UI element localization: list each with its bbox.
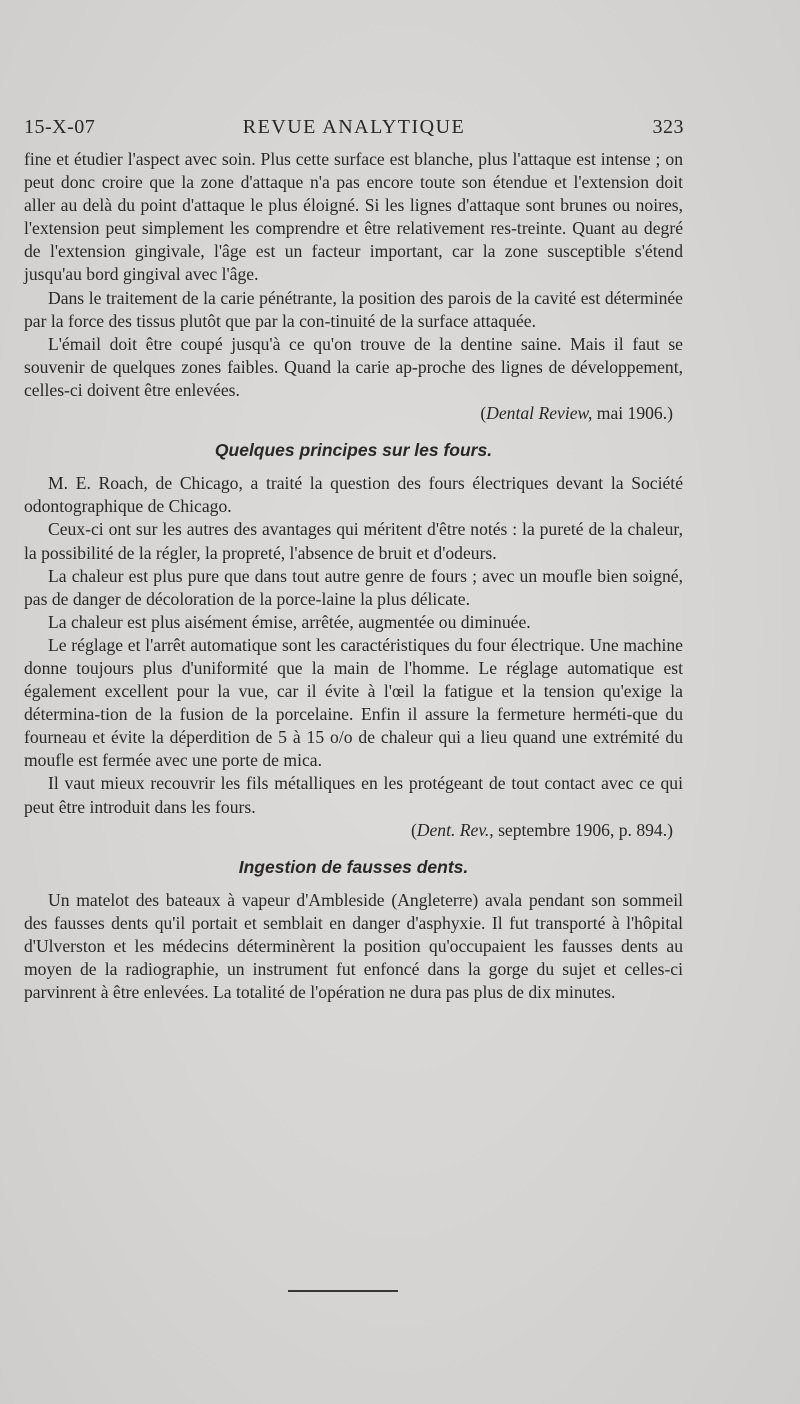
paragraph: La chaleur est plus aisément émise, arrêtée, augmentée ou diminuée.	[48, 611, 531, 632]
paragraph: M. E. Roach, de Chicago, a traité la question des fours électriques devant la Société odontographique de Chicago.	[24, 473, 683, 517]
paragraph: La chaleur est plus pure que dans tout autre genre de fours ; avec un moufle bien soigné, pas de danger de décoloration de la porce-laine la plus délicate.	[24, 565, 683, 609]
page-number: 323	[652, 116, 684, 138]
citation-source: Dental Review,	[486, 403, 593, 424]
citation: (Dental Review, mai 1906.)	[480, 403, 673, 424]
section-title: Ingestion de fausses dents.	[238, 856, 469, 877]
header-date: 15-X-07	[24, 116, 96, 138]
section-title: Quelques principes sur les fours.	[214, 440, 493, 461]
paragraph: Le réglage et l'arrêt automatique sont les caractéristiques du four électrique. Une machine donne toujours plus d'uniformité que la main de l'homme. Le réglage automatique est également excellent pour la vue, car il évite à l'œil la fatigue et la tension qu'exige la détermina-tion de la fusion de la porcelaine. Enfin il assure la fermeture herméti-que du fourneau et évite la déperdition de 5 à 15 o/o de chaleur qui a lieu quand une extrémité du moufle est fermée avec une porte de mica.	[24, 634, 683, 771]
citation-date: septembre 1906, p. 894.	[498, 819, 668, 840]
article-body	[24, 148, 683, 1004]
citation-date: mai 1906.	[596, 403, 668, 424]
paragraph: Il vaut mieux recouvrir les fils métalliques en les protégeant de tout contact avec ce qui peut être introduit dans les fours.	[24, 773, 683, 817]
citation: (Dent. Rev., septembre 1906, p. 894.)	[410, 819, 673, 840]
running-header	[24, 116, 684, 146]
paragraph: Ceux-ci ont sur les autres des avantages qui méritent d'être notés : la pureté de la chaleur, la possibilité de la régler, la propreté, l'absence de bruit et d'odeurs.	[24, 519, 683, 563]
paragraph: fine et étudier l'aspect avec soin. Plus cette surface est blanche, plus l'attaque est intense ; on peut donc croire que la zone d'attaque n'a pas encore toute son étendue et l'extension doit aller au delà du point d'attaque le plus éloigné. Si les lignes d'attaque sont brunes ou noires, l'extension peut simplement les comprendre et être relativement res-treinte. Quant au degré de l'extension gingivale, l'âge est un facteur important, car la zone susceptible s'étend jusqu'au bord gingival avec l'âge.	[24, 149, 683, 285]
end-rule	[288, 1290, 398, 1292]
journal-title: REVUE ANALYTIQUE	[242, 116, 466, 138]
citation-source: Dent. Rev.,	[416, 819, 494, 840]
paragraph: Dans le traitement de la carie pénétrante, la position des parois de la cavité est déterminée par la force des tissus plutôt que par la con-tinuité de la surface attaquée.	[24, 287, 683, 331]
paragraph: L'émail doit être coupé jusqu'à ce qu'on trouve de la dentine saine. Mais il faut se souvenir de quelques zones faibles. Quand la carie ap-proche des lignes de développement, celles-ci doivent être enlevées.	[24, 333, 683, 400]
paragraph: Un matelot des bateaux à vapeur d'Ambleside (Angleterre) avala pendant son sommeil des fausses dents qu'il portait et semblait en danger d'asphyxie. Il fut transporté à l'hôpital d'Ulverston et les médecins déterminèrent la position qu'occupaient les fausses dents au moyen de la radiographie, un instrument fut enfoncé dans la gorge du sujet et celles-ci parvinrent à être enlevées. La totalité de l'opération ne dura pas plus de dix minutes.	[24, 889, 683, 1003]
